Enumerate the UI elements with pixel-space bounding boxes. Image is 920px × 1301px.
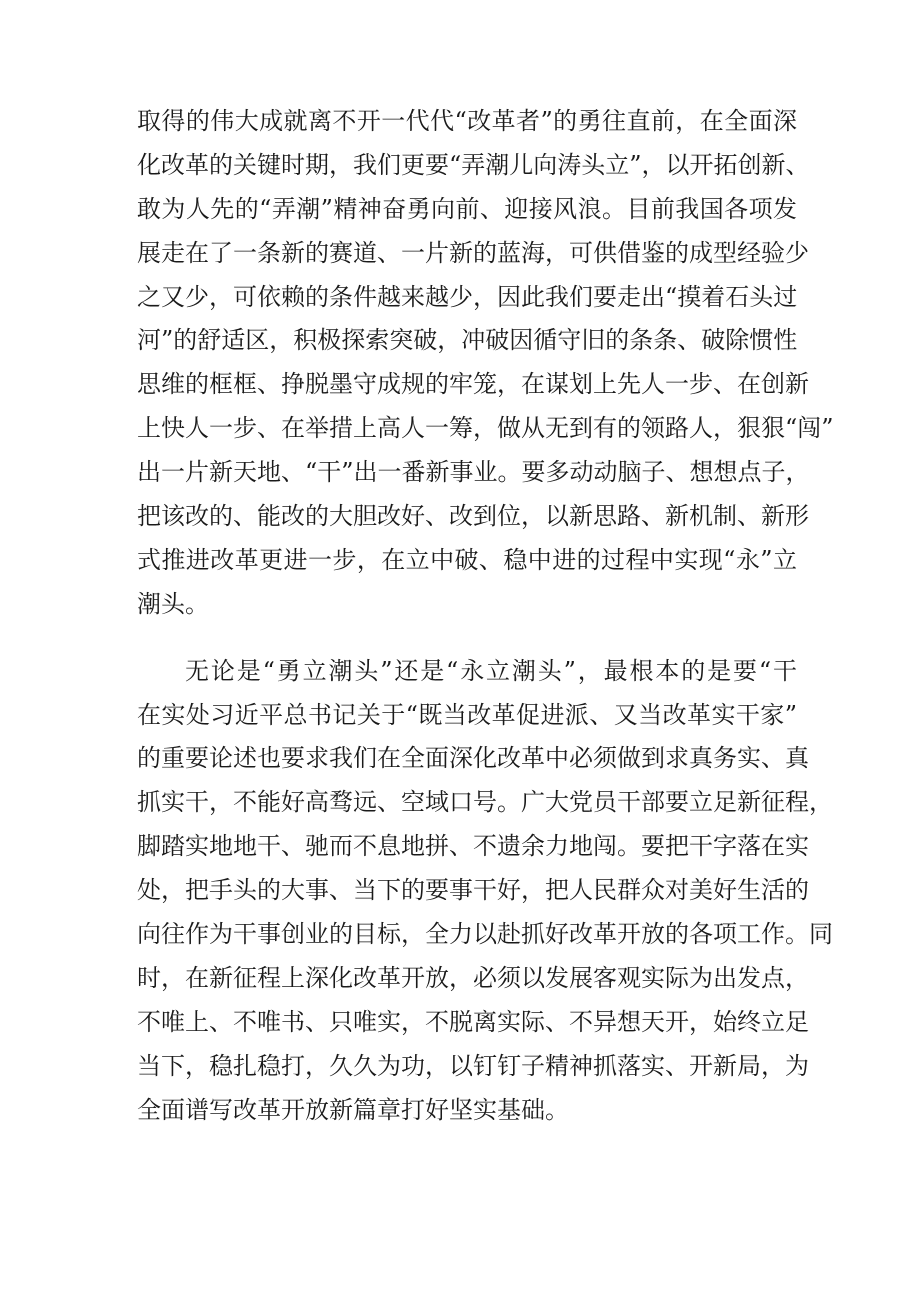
paragraph-spacer	[137, 627, 797, 650]
paragraph-1	[137, 100, 834, 627]
text-line: 思维的框框、挣脱墨守成规的牢笼，在谋划上先人一步、在创新	[137, 370, 809, 399]
text-line: 化改革的关键时期，我们更要“弄潮儿向涛头立”，以开拓创新、	[137, 150, 810, 179]
text-line: 之又少，可依赖的条件越来越少，因此我们要走出“摸着石头过	[137, 282, 798, 311]
text-line: 向往作为干事创业的目标，全力以赴抓好改革开放的各项工作。同	[137, 920, 833, 949]
text-line: 上快人一步、在举措上高人一筹，做从无到有的领路人，狠狠“闯”	[137, 414, 834, 443]
text-line: 脚踏实地地干、驰而不息地拼、不遗余力地闯。要把干字落在实	[137, 832, 809, 861]
text-line: 时，在新征程上深化改革开放，必须以发展客观实际为出发点，	[137, 963, 809, 992]
text-line: 在实处习近平总书记关于“既当改革促进派、又当改革实干家”	[137, 700, 797, 729]
text-line: 敢为人先的“弄潮”精神奋勇向前、迎接风浪。目前我国各项发	[137, 194, 797, 223]
text-line: 潮头。	[137, 589, 209, 618]
paragraph-2	[137, 650, 833, 1133]
text-line: 出一片新天地、“干”出一番新事业。要多动动脑子、想想点子，	[137, 458, 810, 487]
text-line: 全面谱写改革开放新篇章打好坚实基础。	[137, 1095, 569, 1124]
text-line: 河”的舒适区，积极探索突破，冲破因循守旧的条条、破除惯性	[137, 326, 798, 355]
text-line: 无论是“勇立潮头”还是“永立潮头”，最根本的是要“干	[185, 656, 797, 685]
text-line: 抓实干，不能好高骛远、空域口号。广大党员干部要立足新征程，	[137, 788, 833, 817]
text-line: 不唯上、不唯书、只唯实，不脱离实际、不异想天开，始终立足	[137, 1007, 809, 1036]
text-line: 的重要论述也要求我们在全面深化改革中必须做到求真务实、真	[137, 744, 809, 773]
text-line: 处，把手头的大事、当下的要事干好，把人民群众对美好生活的	[137, 876, 809, 905]
text-line: 式推进改革更进一步，在立中破、稳中进的过程中实现“永”立	[137, 545, 797, 574]
text-line: 把该改的、能改的大胆改好、改到位，以新思路、新机制、新形	[137, 502, 809, 531]
document-body	[137, 100, 834, 1132]
text-line: 取得的伟大成就离不开一代代“改革者”的勇往直前，在全面深	[137, 107, 797, 135]
text-line: 当下，稳扎稳打，久久为功，以钉钉子精神抓落实、开新局，为	[137, 1051, 809, 1080]
text-line: 展走在了一条新的赛道、一片新的蓝海，可供借鉴的成型经验少	[137, 238, 809, 267]
